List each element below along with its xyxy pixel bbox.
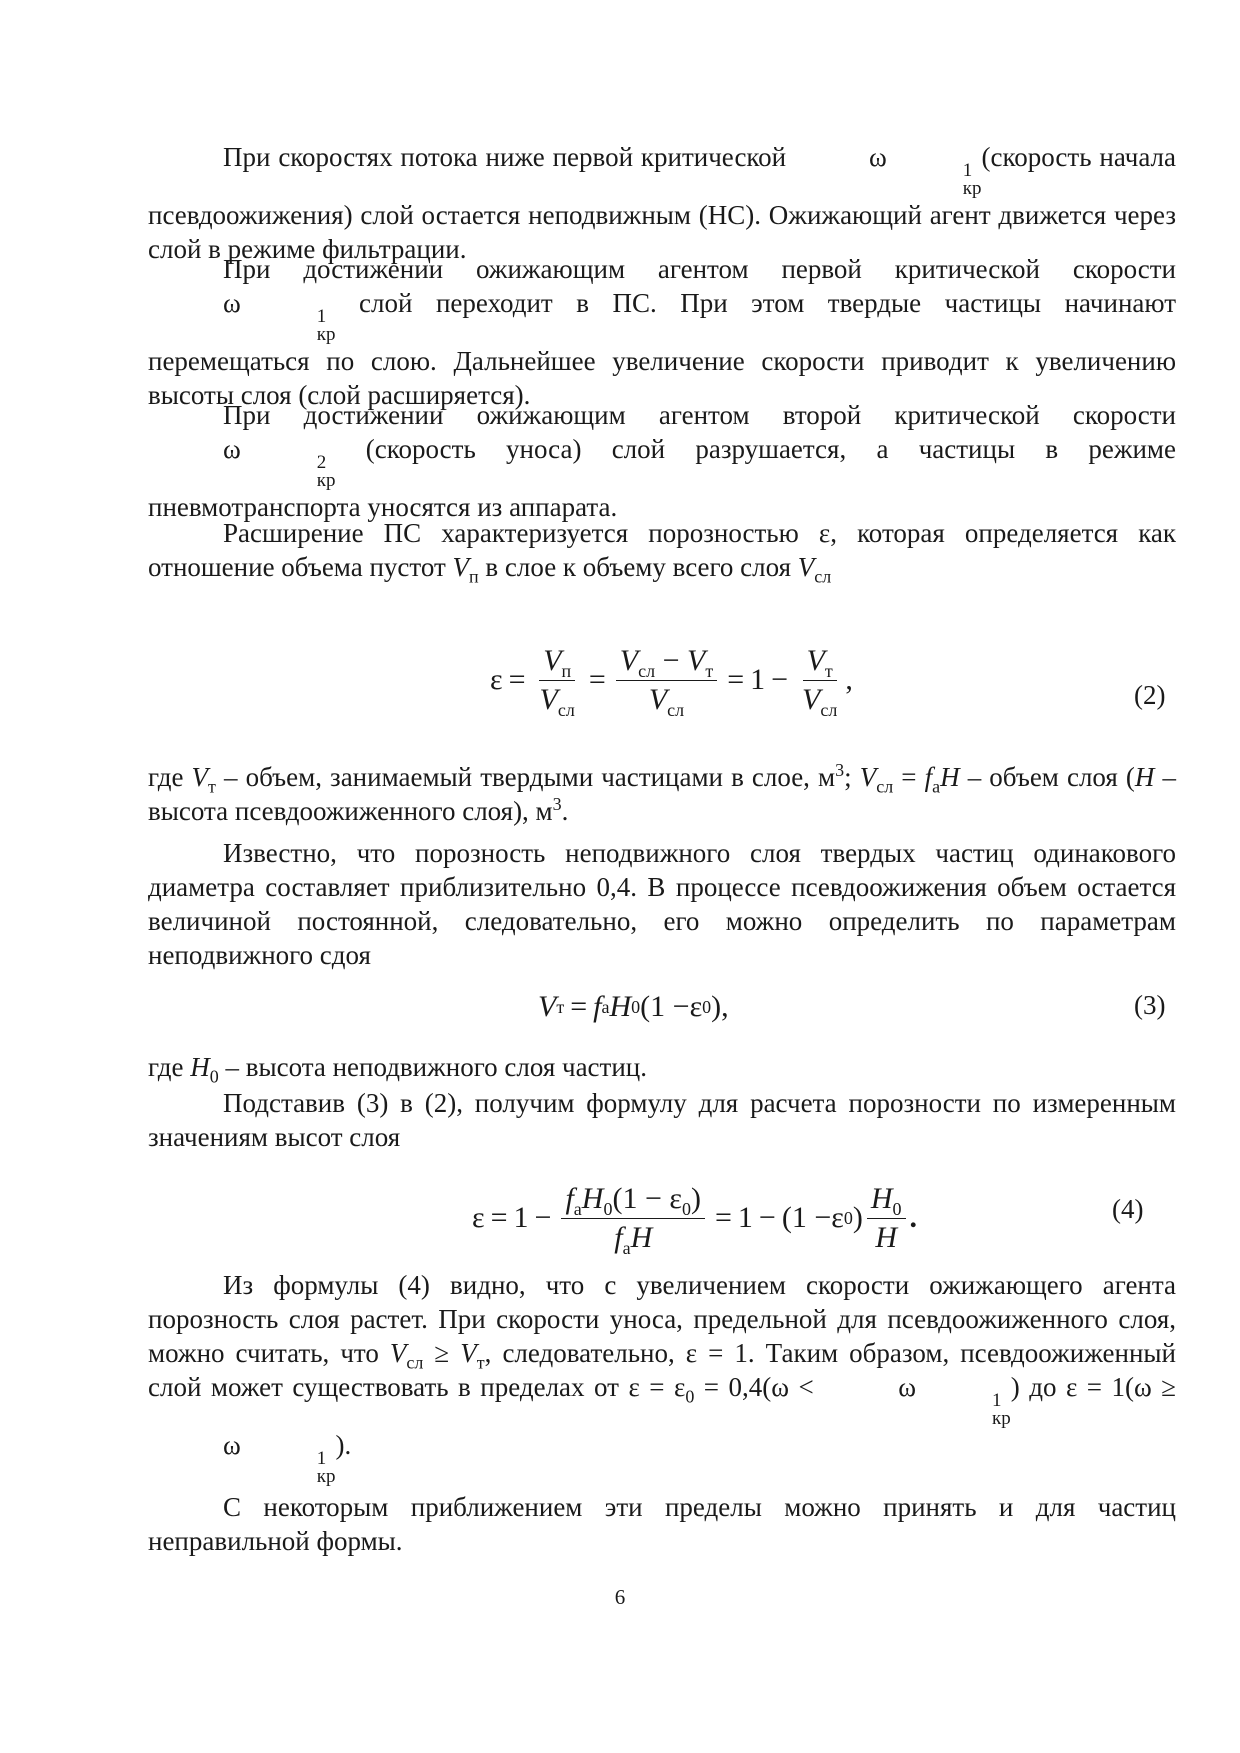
omega-kr-1: ω 1 кр [869,142,982,199]
paragraph-10: С некоторым приближением эти пределы можно принять и для частиц неправильной формы. [148,1492,1176,1556]
epsilon-symbol: ε [818,518,831,548]
equation-2: ε = $\frac{V_п}{V_{сл}}$ = $\frac{V_{сл} - V_т}{V_{сл}}$ = 1 − $\frac{V_т}{V_{сл}}$ , [490,643,853,720]
fraction-vp-vsl: $\frac{V_п}{V_{сл}}$ [539,643,575,720]
paragraph-9: Из формулы (4) видно, что с увеличением скорости ожижающего агента порозность слоя растет. При скорости уноса, предельной для псевдоожиженного слоя, можно считать, что $V_{сл} \ge V_т$, следовательно, ε = 1. Таким образом, псевдоожиженный слой может существовать в пределах от $\varepsilon = \varepsilon_0 = 0,4(\omega < \omega$ 1 кр ) до ε = 1(ω ≥ ω 1 кр ). [148,1270,1177,1487]
page-number: 6 [614,1585,626,1609]
fraction-vsl-minus-vt: $\frac{V_{сл} - V_т}{V_{сл}}$ [616,644,717,717]
paragraph-4: Расширение ПС характеризуется порозностью ε, которая определяется как отношение объема пустот $V_п$ в слое к объему всего слоя $V_{сл}$ [148,518,1177,587]
equation-number-2: (2) [1134,680,1166,710]
range-to: ε = 1(ω ≥ ω 1 кр ). [223,1372,1177,1487]
paragraph-5: где $V_т$ – объем, занимаемый твердыми частицами в слое, $м^3$; $V_{сл} = f_аH$ – объем слоя (H – высота псевдоожиженного слоя), $м^3$. [148,760,1177,826]
equation-3: V т = f а H 0 (1 − ε 0 ), [538,990,729,1023]
omega-kr-3: ω 2 кр [223,434,336,491]
paragraph-3: При достижении ожижающим агентом второй критической скорости ω 2 кр (скорость уноса) слой разрушается, а частицы в режиме пневмотранспорта уносятся из аппарата. [148,400,1177,522]
paragraph-2: При достижении ожижающим агентом первой критической скорости ω 1 кр слой переходит в ПС. При этом твердые частицы начинают перемещаться по слою. Дальнейшее увеличение скорости приводит к увеличению высоты слоя (слой расширяется). [148,254,1176,410]
omega-kr-2: ω 1 кр [223,288,336,345]
fraction-H0-H: $\frac{H_0}{H}$ [867,1182,906,1255]
equation-number-3: (3) [1134,990,1166,1020]
paragraph-7: где $H_0$ – высота неподвижного слоя частиц. [148,1052,647,1087]
equation-number-4: (4) [1112,1194,1144,1224]
paragraph-1: При скоростях потока ниже первой критической ω 1 кр (скорость начала псевдоожижения) слой остается неподвижным (НС). Ожижающий агент движется через слой в режиме фильтрации. [148,142,1177,264]
range-from: $\varepsilon = \varepsilon_0 = 0,4(\omega < \omega$ 1 кр ) [628,1372,1020,1429]
fraction-vt-vsl: $\frac{V_т}{V_{сл}}$ [802,643,838,720]
paragraph-8: Подставив (3) в (2), получим формулу для расчета порозности по измеренным значениям высот слоя [148,1088,1176,1152]
paragraph-6: Известно, что порозность неподвижного слоя твердых частиц одинакового диаметра составляет приблизительно 0,4. В процессе псевдоожижения объем остается величиной постоянной, следовательно, его можно определить по параметрам неподвижного сдоя [148,838,1176,970]
equation-4: ε = 1 − $\frac{f_аH_0(1 - \varepsilon_0)}{f_аH}$ = 1 − (1 − ε 0 ) $\frac{H_0}{H}$ . [472,1181,918,1258]
fraction-faH0-faH: $\frac{f_аH_0(1 - \varepsilon_0)}{f_аH}$ [561,1182,705,1255]
